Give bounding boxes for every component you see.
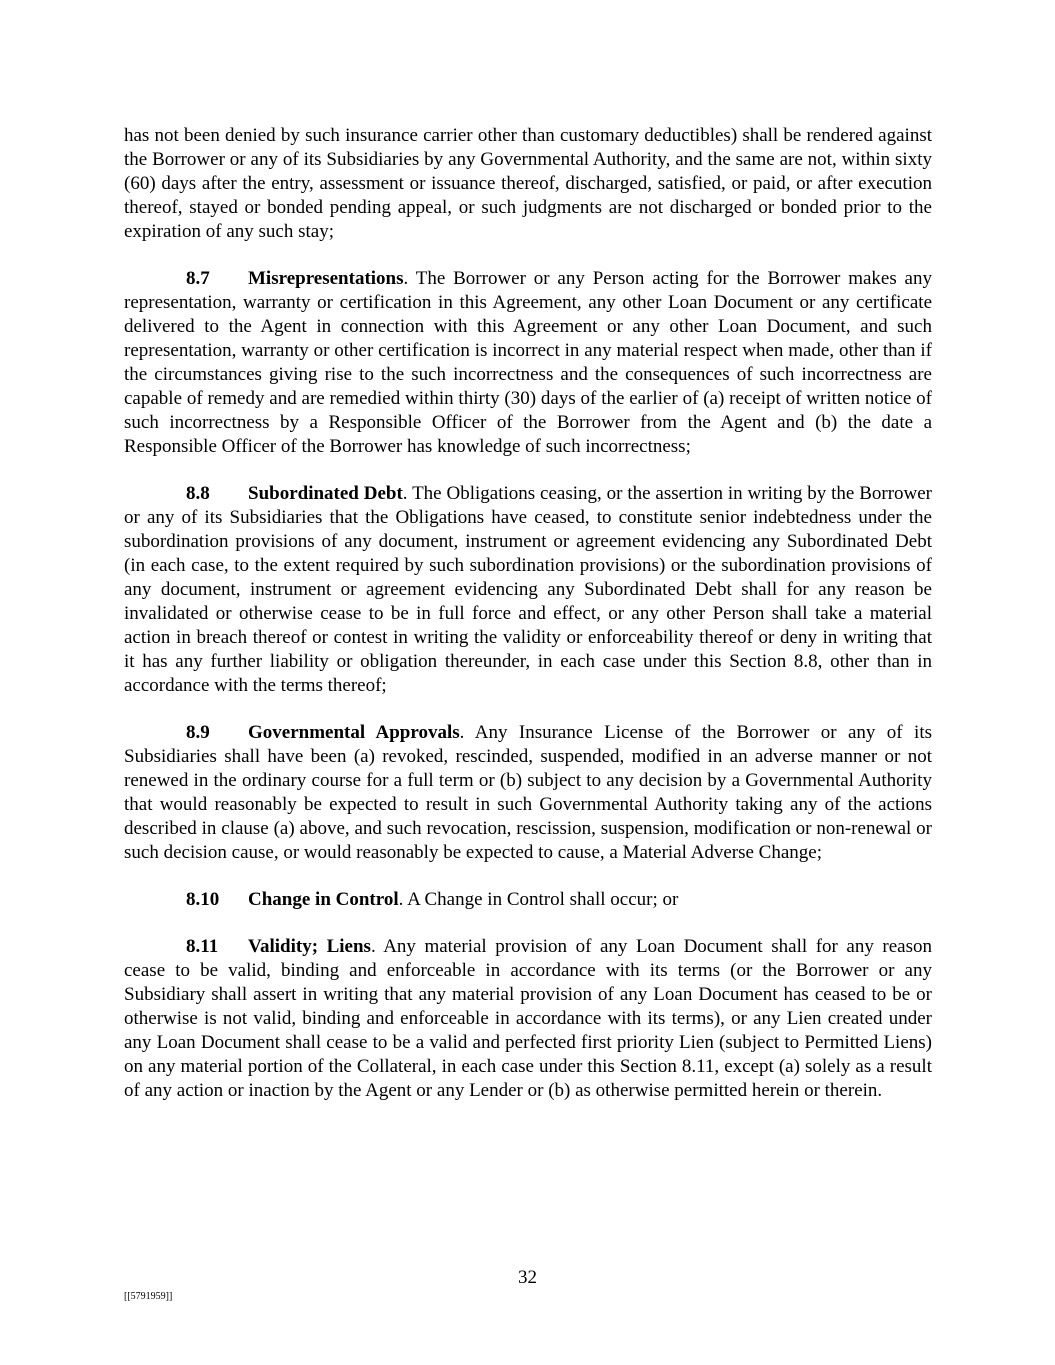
section-heading: Change in Control [248, 889, 399, 910]
section-8-9 [124, 721, 932, 865]
section-number: 8.11 [186, 936, 219, 957]
section-8-7 [124, 267, 932, 459]
section-8-10 [124, 888, 932, 912]
section-8-11 [124, 935, 932, 1103]
section-body: . The Borrower or any Person acting for the Borrower makes any representation, warranty or certification in this Agreement, any other Loan Document or any certificate delivered to the Agent in connection with this Agreement or any other Loan Document, and such representation, warranty or other certification is incorrect in any material respect when made, other than if the circumstances giving rise to the such incorrectness and the consequences of such incorrectness are capable of remedy and are remedied within thirty (30) days of the earlier of (a) receipt of written notice of such incorrectness by a Responsible Officer of the Borrower from the Agent and (b) the date a Responsible Officer of the Borrower has knowledge of such incorrectness; [124, 268, 932, 457]
intro-paragraph: has not been denied by such insurance carrier other than customary deductibles) shall be rendered against the Borrower or any of its Subsidiaries by any Governmental Authority, and the same are not, within sixty (60) days after the entry, assessment or issuance thereof, discharged, satisfied, or paid, or after execution thereof, stayed or bonded pending appeal, or such judgments are not discharged or bonded prior to the expiration of any such stay; [124, 125, 932, 242]
page-number: 32 [518, 1267, 537, 1288]
section-number: 8.8 [186, 483, 210, 504]
section-number: 8.7 [186, 268, 210, 289]
section-heading: Subordinated Debt [248, 483, 403, 504]
section-number: 8.10 [186, 889, 220, 910]
section-heading: Validity; Liens [248, 936, 371, 957]
section-body: . The Obligations ceasing, or the assertion in writing by the Borrower or any of its Subsidiaries that the Obligations have ceased, to constitute senior indebtedness under the subordination provisions of any document, instrument or agreement evidencing any Subordinated Debt (in each case, to the extent required by such subordination provisions) or the subordination provisions of any document, instrument or agreement evidencing any Subordinated Debt shall for any reason be invalidated or otherwise cease to be in full force and effect, or any other Person shall take a material action in breach thereof or contest in writing the validity or enforceability thereof or deny in writing that it has any further liability or obligation thereunder, in each case under this Section 8.8, other than in accordance with the terms thereof; [124, 483, 933, 696]
document-page [124, 124, 932, 1126]
section-number: 8.9 [186, 722, 210, 743]
section-heading: Misrepresentations [248, 268, 404, 289]
section-body: . A Change in Control shall occur; or [398, 889, 679, 910]
section-8-8 [124, 482, 932, 698]
document-id: [[5791959]] [124, 1291, 173, 1302]
section-body: . Any material provision of any Loan Document shall for any reason cease to be valid, binding and enforceable in accordance with its terms (or the Borrower or any Subsidiary shall assert in writing that any material provision of any Loan Document has ceased to be or otherwise is not valid, binding and enforceable in accordance with its terms), or any Lien created under any Loan Document shall cease to be a valid and perfected first priority Lien (subject to Permitted Liens) on any material portion of the Collateral, in each case under this Section 8.11, except (a) solely as a result of any action or inaction by the Agent or any Lender or (b) as otherwise permitted herein or therein. [124, 936, 932, 1101]
section-body: . Any Insurance License of the Borrower or any of its Subsidiaries shall have been (a) revoked, rescinded, suspended, modified in an adverse manner or not renewed in the ordinary course for a full term or (b) subject to any decision by a Governmental Authority that would reasonably be expected to result in such Governmental Authority taking any of the actions described in clause (a) above, and such revocation, rescission, suspension, modification or non-renewal or such decision cause, or would reasonably be expected to cause, a Material Adverse Change; [124, 722, 932, 863]
section-heading: Governmental Approvals [248, 722, 460, 743]
